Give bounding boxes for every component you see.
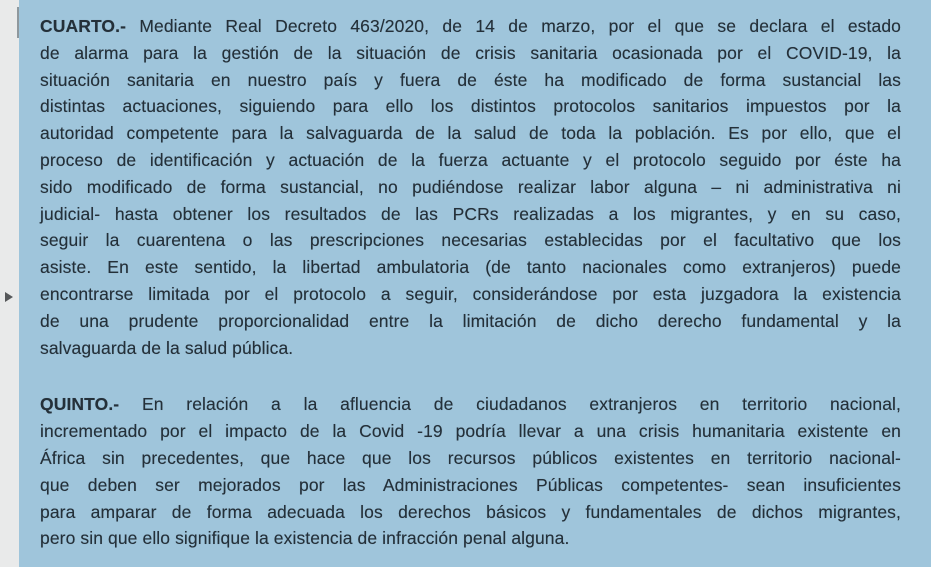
paragraph — [40, 13, 901, 361]
scan-artifact — [17, 7, 19, 38]
text-line: QUINTO.- En relación a la afluencia de ciudadanos extranjeros en territorio nacional, — [40, 394, 901, 415]
text-line: salvaguarda de la salud pública. — [40, 337, 294, 358]
text-line: seguir la cuarentena o las prescripciones necesarias establecidas por el facultativo que los — [40, 230, 901, 251]
text-line: para amparar de forma adecuada los derechos básicos y fundamentales de dichos migrantes, — [40, 501, 901, 522]
document-text — [40, 13, 901, 552]
text-line: incrementado por el impacto de la Covid -19 podría llevar a una crisis humanitaria existente en — [40, 421, 901, 442]
text-line: pero sin que ello signifique la existencia de infracción penal alguna. — [40, 528, 570, 549]
text-line: situación sanitaria en nuestro país y fuera de éste ha modificado de forma sustancial las — [40, 69, 901, 90]
text-line: que deben ser mejorados por las Administraciones Públicas competentes- sean insuficientes — [40, 474, 901, 495]
margin-arrow-marker — [5, 292, 15, 304]
text-line: distintas actuaciones, siguiendo para ello los distintos protocolos sanitarios impuestos por la — [40, 96, 901, 117]
paragraph-label: QUINTO.- — [40, 394, 120, 415]
paragraph — [40, 391, 901, 552]
text-line: encontrarse limitada por el protocolo a seguir, considerándose por esta juzgadora la existencia — [40, 283, 901, 304]
text-line: asiste. En este sentido, la libertad ambulatoria (de tanto nacionales como extranjeros) puede — [40, 257, 901, 278]
text-line: de alarma para la gestión de la situación de crisis sanitaria ocasionada por el COVID-19, la — [40, 42, 901, 63]
text-line: de una prudente proporcionalidad entre la limitación de dicho derecho fundamental y la — [40, 310, 901, 331]
text-line: autoridad competente para la salvaguarda de la salud de toda la población. Es por ello, que el — [40, 123, 901, 144]
right-triangle-icon — [5, 292, 13, 302]
text-line: proceso de identificación y actuación de la fuerza actuante y el protocolo seguido por éste ha — [40, 149, 901, 170]
paragraph-label: CUARTO.- — [40, 16, 127, 36]
text-line: África sin precedentes, que hace que los recursos públicos existentes en territorio nacional- — [40, 447, 901, 468]
text-line: judicial- hasta obtener los resultados de las PCRs realizadas a los migrantes, y en su caso, — [40, 203, 901, 224]
text-line: CUARTO.- Mediante Real Decreto 463/2020, de 14 de marzo, por el que se declara el estado — [40, 16, 901, 36]
text-line: sido modificado de forma sustancial, no pudiéndose realizar labor alguna – ni administrativa ni — [40, 176, 901, 197]
page-left-margin — [0, 0, 19, 567]
